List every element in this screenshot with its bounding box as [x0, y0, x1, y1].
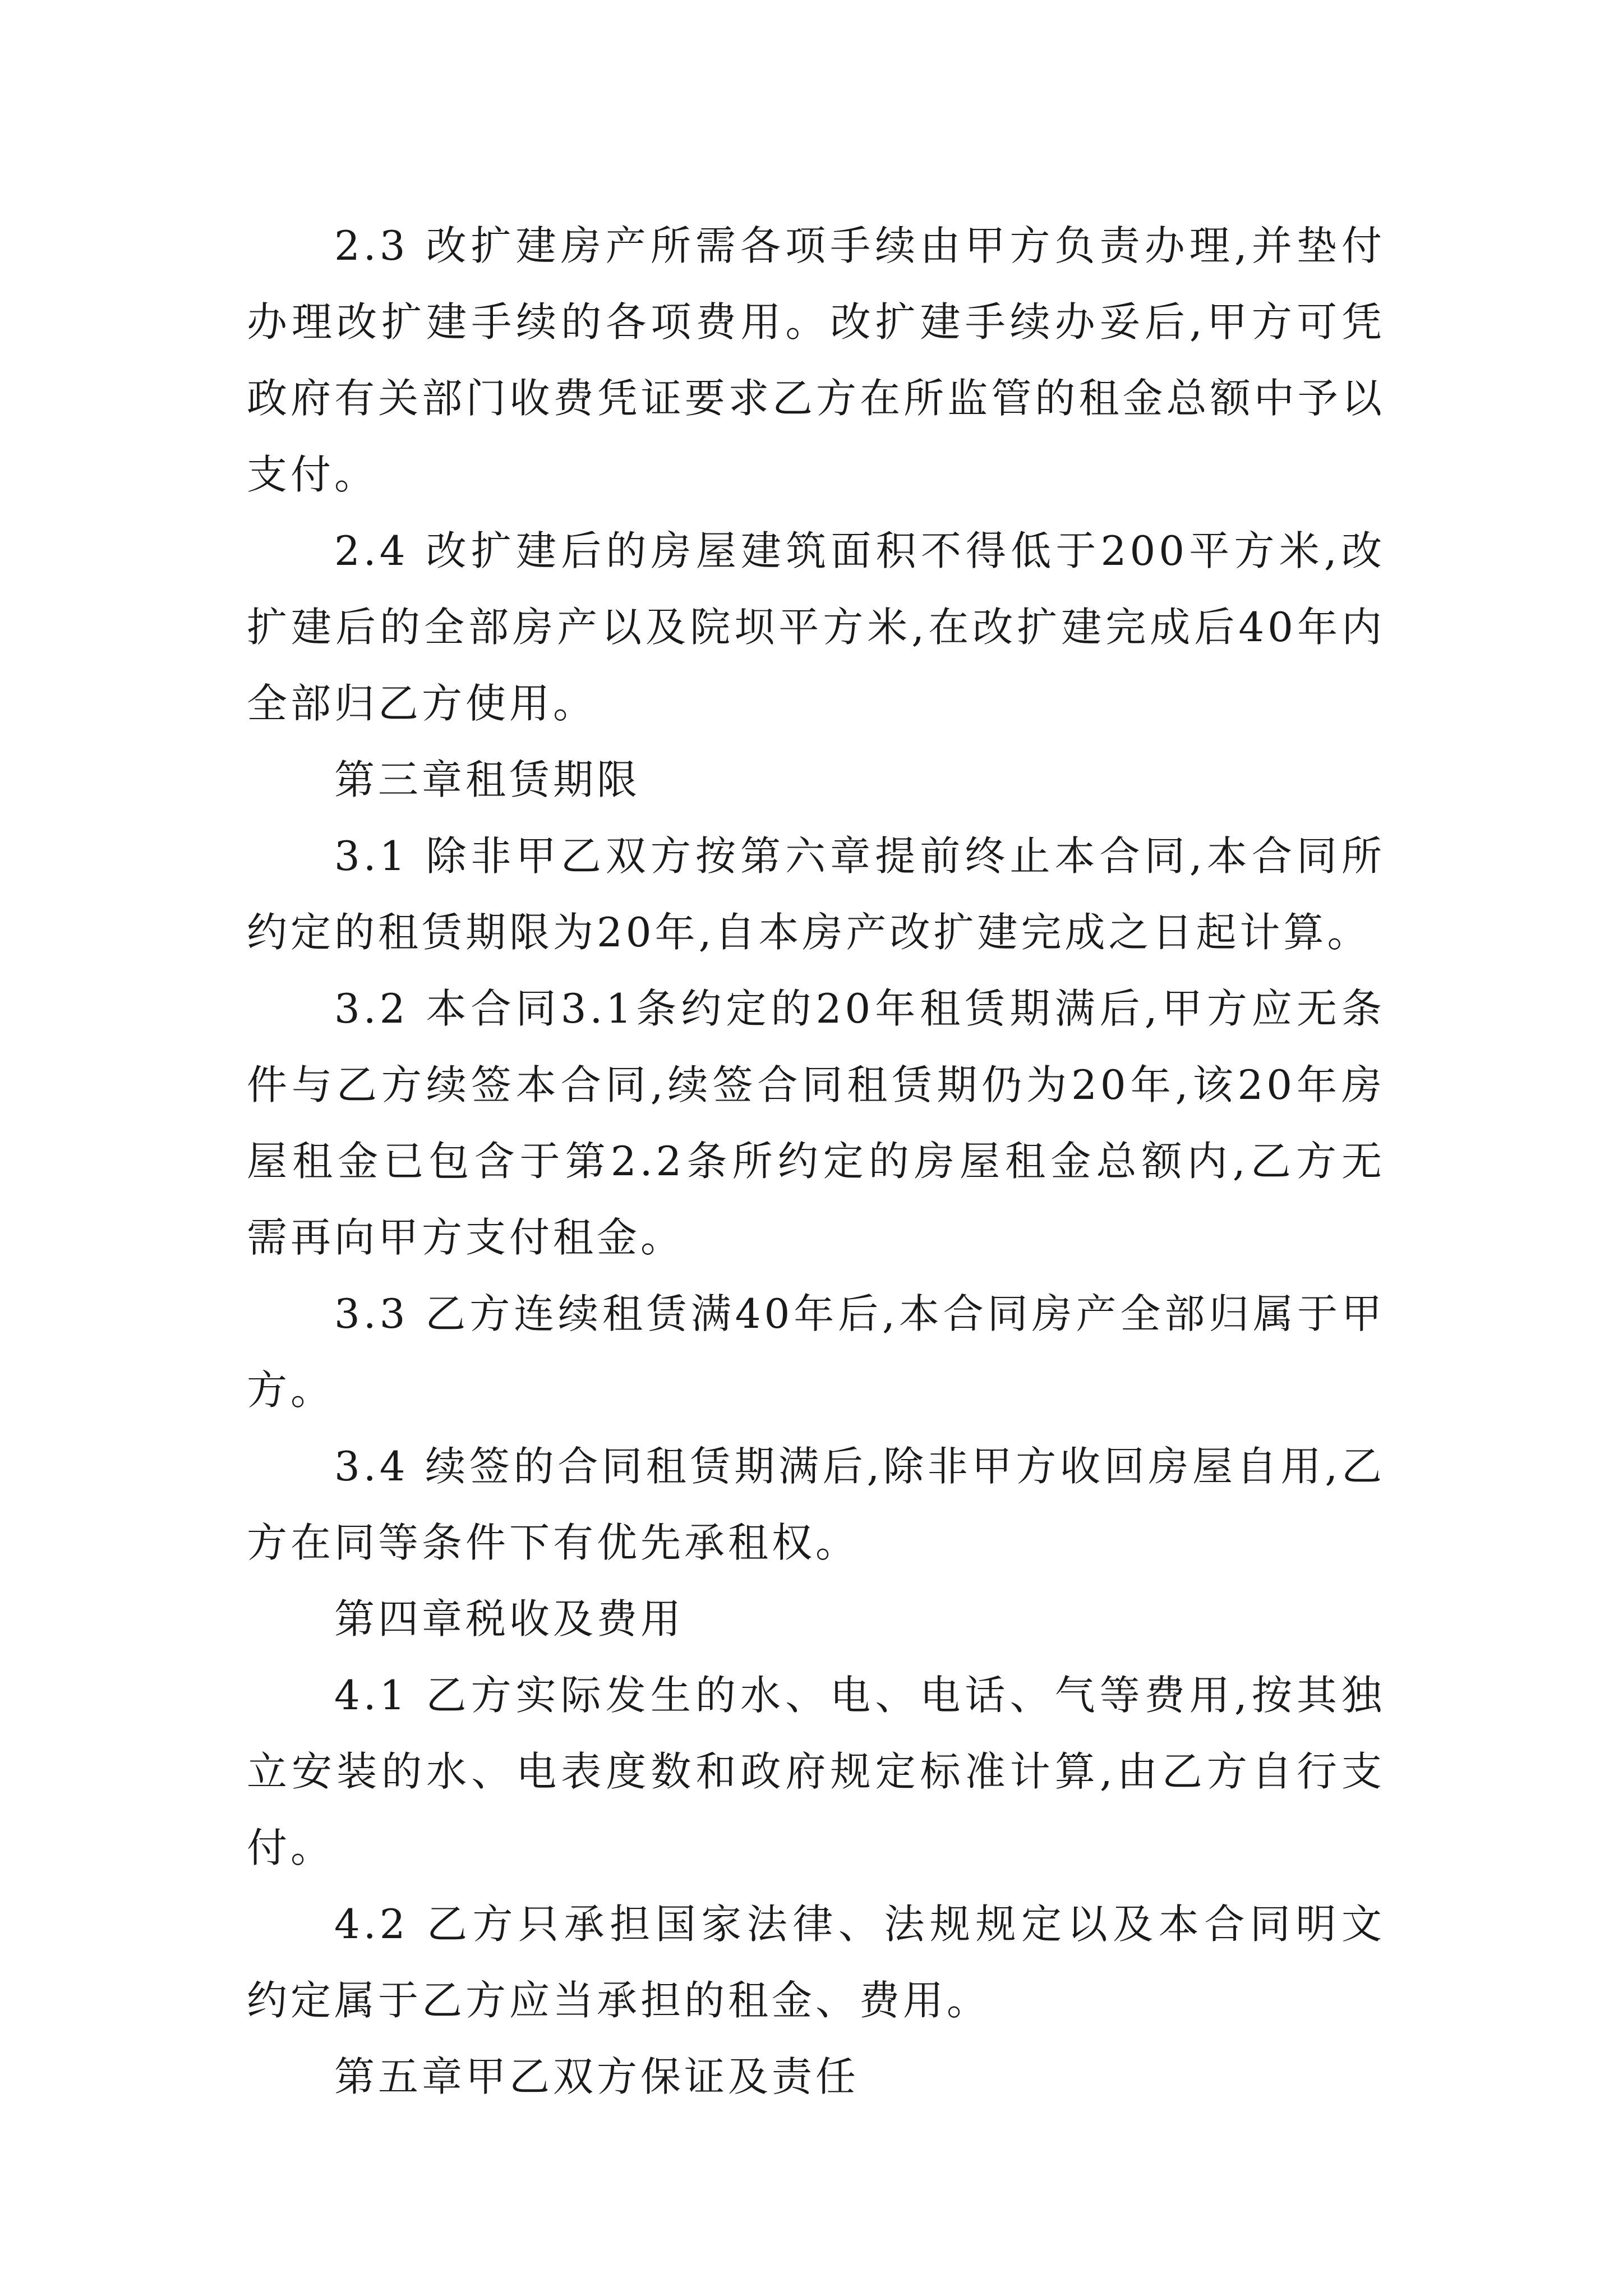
- chapter-5-heading: 第五章甲乙双方保证及责任: [334, 2053, 860, 2100]
- clause-2-4: 2.4 改扩建后的房屋建筑面积不得低于200平方米,改扩建后的全部房产以及院坝平方米,在改扩建完成后40年内全部归乙方使用。: [247, 527, 1385, 727]
- clause-3-3: 3.3 乙方连续租赁满40年后,本合同房产全部归属于甲方。: [247, 1290, 1385, 1414]
- clause-3-1: 3.1 除非甲乙双方按第六章提前终止本合同,本合同所约定的租赁期限为20年,自本房产改扩建完成之日起计算。: [247, 832, 1385, 956]
- document-body: [247, 208, 1385, 2115]
- clause-4-2: 4.2 乙方只承担国家法律、法规规定以及本合同明文约定属于乙方应当承担的租金、费用。: [247, 1901, 1385, 2024]
- clause-4-1: 4.1 乙方实际发生的水、电、电话、气等费用,按其独立安装的水、电表度数和政府规定标准计算,由乙方自行支付。: [247, 1672, 1385, 1871]
- chapter-4-heading: 第四章税收及费用: [334, 1595, 685, 1642]
- clause-3-2: 3.2 本合同3.1条约定的20年租赁期满后,甲方应无条件与乙方续签本合同,续签合同租赁期仍为20年,该20年房屋租金已包含于第2.2条所约定的房屋租金总额内,乙方无需再向甲方支付租金。: [247, 985, 1385, 1261]
- chapter-3-heading: 第三章租赁期限: [334, 756, 641, 803]
- clause-2-3: 2.3 改扩建房产所需各项手续由甲方负责办理,并垫付办理改扩建手续的各项费用。改扩建手续办妥后,甲方可凭政府有关部门收费凭证要求乙方在所监管的租金总额中予以支付。: [247, 222, 1385, 498]
- clause-3-4: 3.4 续签的合同租赁期满后,除非甲方收回房屋自用,乙方在同等条件下有优先承租权。: [247, 1443, 1385, 1566]
